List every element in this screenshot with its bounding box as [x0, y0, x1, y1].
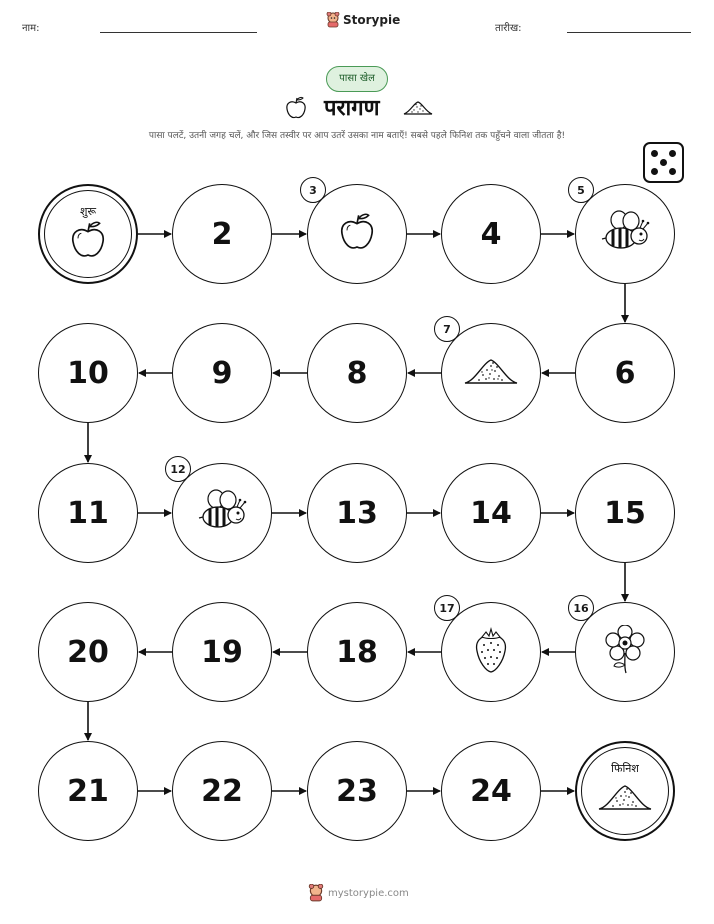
flower-icon [605, 625, 645, 679]
board-space-24 [441, 741, 541, 841]
bee-icon [196, 489, 248, 537]
space-number: 13 [336, 495, 378, 531]
board-space-9 [172, 323, 272, 423]
space-number: 19 [201, 634, 243, 670]
board-space-4 [441, 184, 541, 284]
mascot-icon [308, 884, 324, 902]
footer-url[interactable]: mystorypie.com [328, 887, 409, 899]
space-number: 2 [211, 216, 233, 252]
space-number-badge: 12 [165, 456, 191, 482]
start-label: शुरू [79, 205, 97, 218]
space-number-badge: 17 [434, 595, 460, 621]
board-space-3 [307, 184, 407, 284]
pollen-pile-icon [463, 355, 519, 391]
board-space-5 [575, 184, 675, 284]
brand-name: Storypie [343, 13, 401, 27]
board-space-8 [307, 323, 407, 423]
board-space-18 [307, 602, 407, 702]
space-number: 15 [604, 495, 646, 531]
date-label: तारीख: [495, 23, 522, 34]
space-number: 14 [470, 495, 512, 531]
apple-icon [69, 220, 107, 264]
board-space-16 [575, 602, 675, 702]
space-number-badge: 16 [568, 595, 594, 621]
finish-space [575, 741, 675, 841]
board-space-10 [38, 323, 138, 423]
space-number: 21 [67, 773, 109, 809]
space-number: 4 [480, 216, 502, 252]
strawberry-icon [472, 626, 510, 678]
board-space-22 [172, 741, 272, 841]
board-space-7 [441, 323, 541, 423]
instructions-text: पासा पलटें, उतनी जगह चलें, और जिस तस्वीर पर आप उतरें उसका नाम बताएँ! सबसे पहले फिनिश तक पहुँचने वाला जीतता है! [148, 131, 566, 141]
board-space-17 [441, 602, 541, 702]
pollen-pile-icon [597, 781, 653, 817]
board-space-19 [172, 602, 272, 702]
page-title: परागण [324, 96, 380, 121]
space-number: 23 [336, 773, 378, 809]
space-number: 22 [201, 773, 243, 809]
space-number: 24 [470, 773, 512, 809]
start-space [38, 184, 138, 284]
game-type-badge: पासा खेल [326, 66, 388, 92]
name-label: नाम: [22, 23, 40, 34]
space-number: 6 [614, 355, 636, 391]
space-number-badge: 3 [300, 177, 326, 203]
space-number: 18 [336, 634, 378, 670]
board-space-12 [172, 463, 272, 563]
board-space-2 [172, 184, 272, 284]
space-number-badge: 5 [568, 177, 594, 203]
board-space-23 [307, 741, 407, 841]
footer [308, 884, 409, 902]
board-space-6 [575, 323, 675, 423]
finish-label: फिनिश [611, 762, 639, 775]
board-space-11 [38, 463, 138, 563]
apple-icon [338, 212, 376, 256]
board-space-13 [307, 463, 407, 563]
bee-icon [599, 210, 651, 258]
space-number: 11 [67, 495, 109, 531]
space-number: 9 [211, 355, 233, 391]
space-number: 8 [346, 355, 368, 391]
space-number: 20 [67, 634, 109, 670]
board-space-15 [575, 463, 675, 563]
space-number-badge: 7 [434, 316, 460, 342]
space-number: 10 [67, 355, 109, 391]
board-space-20 [38, 602, 138, 702]
board-space-21 [38, 741, 138, 841]
board-space-14 [441, 463, 541, 563]
